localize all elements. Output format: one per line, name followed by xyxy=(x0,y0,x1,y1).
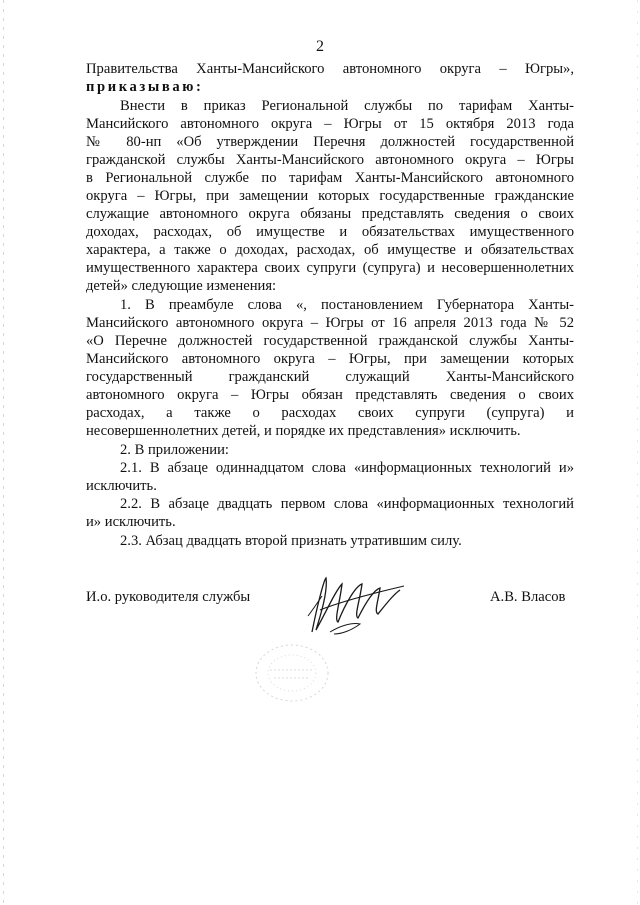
signatory-title: И.о. руководителя службы xyxy=(86,589,251,605)
text-line: «О Перечне должностей государственной гражданской службы Ханты- xyxy=(86,333,574,349)
text-line: исключить. xyxy=(86,478,157,494)
text-line: Мансийского автономного округа – Югры, при замещении которых xyxy=(86,351,574,367)
text-line: несовершеннолетних детей, и порядке их представления» исключить. xyxy=(86,423,521,439)
text-line: Мансийского автономного округа – Югры от 16 апреля 2013 года № 52 xyxy=(86,315,574,331)
text-line: гражданской службы Ханты-Мансийского автономного округа – Югры xyxy=(86,152,574,168)
text-line: 2.2. В абзаце двадцать первом слова «информационных технологий xyxy=(120,496,574,512)
handwritten-signature xyxy=(300,572,410,642)
order-keyword: приказываю: xyxy=(86,79,204,95)
text-line: округа – Югры, при замещении которых государственные гражданские xyxy=(86,188,574,204)
page-number: 2 xyxy=(316,38,324,55)
text-line: 2. В приложении: xyxy=(120,442,229,458)
text-line: в Региональной службе по тарифам Ханты-Мансийского автономного xyxy=(86,170,574,186)
text-line: 1. В преамбуле слова «, постановлением Губернатора Ханты- xyxy=(120,297,574,313)
text-line: Мансийского автономного округа – Югры от 15 октября 2013 года xyxy=(86,116,574,132)
text-line: характера, а также о доходах, расходах, об имуществе и обязательствах xyxy=(86,242,574,258)
text-line: № 80-нп «Об утверждении Перечня должностей государственной xyxy=(86,134,574,150)
text-line: Внести в приказ Региональной службы по тарифам Ханты- xyxy=(120,98,574,114)
text-line: государственный гражданский служащий Ханты-Мансийского xyxy=(86,369,574,385)
text-line: расходах, а также о расходах своих супруги (супруга) и xyxy=(86,405,574,421)
text-line: доходах, расходах, об имуществе и обязательствах имущественного xyxy=(86,224,574,240)
text-line: и» исключить. xyxy=(86,514,176,530)
text-line: имущественного характера своих супруги (супруга) и несовершеннолетних xyxy=(86,260,574,276)
text-line: 2.1. В абзаце одиннадцатом слова «информационных технологий и» xyxy=(120,460,574,476)
faded-stamp xyxy=(252,640,332,706)
text-line: Правительства Ханты-Мансийского автономного округа – Югры», xyxy=(86,61,574,77)
scan-edge-right xyxy=(637,0,638,905)
text-line: детей» следующие изменения: xyxy=(86,278,277,294)
signatory-name: А.В. Власов xyxy=(490,589,566,605)
text-line: 2.3. Абзац двадцать второй признать утратившим силу. xyxy=(120,533,462,549)
scan-edge-left xyxy=(3,0,4,905)
text-line: автономного округа – Югры обязан представлять сведения о своих xyxy=(86,387,574,403)
text-line: служащие автономного округа обязаны представлять сведения о своих xyxy=(86,206,574,222)
